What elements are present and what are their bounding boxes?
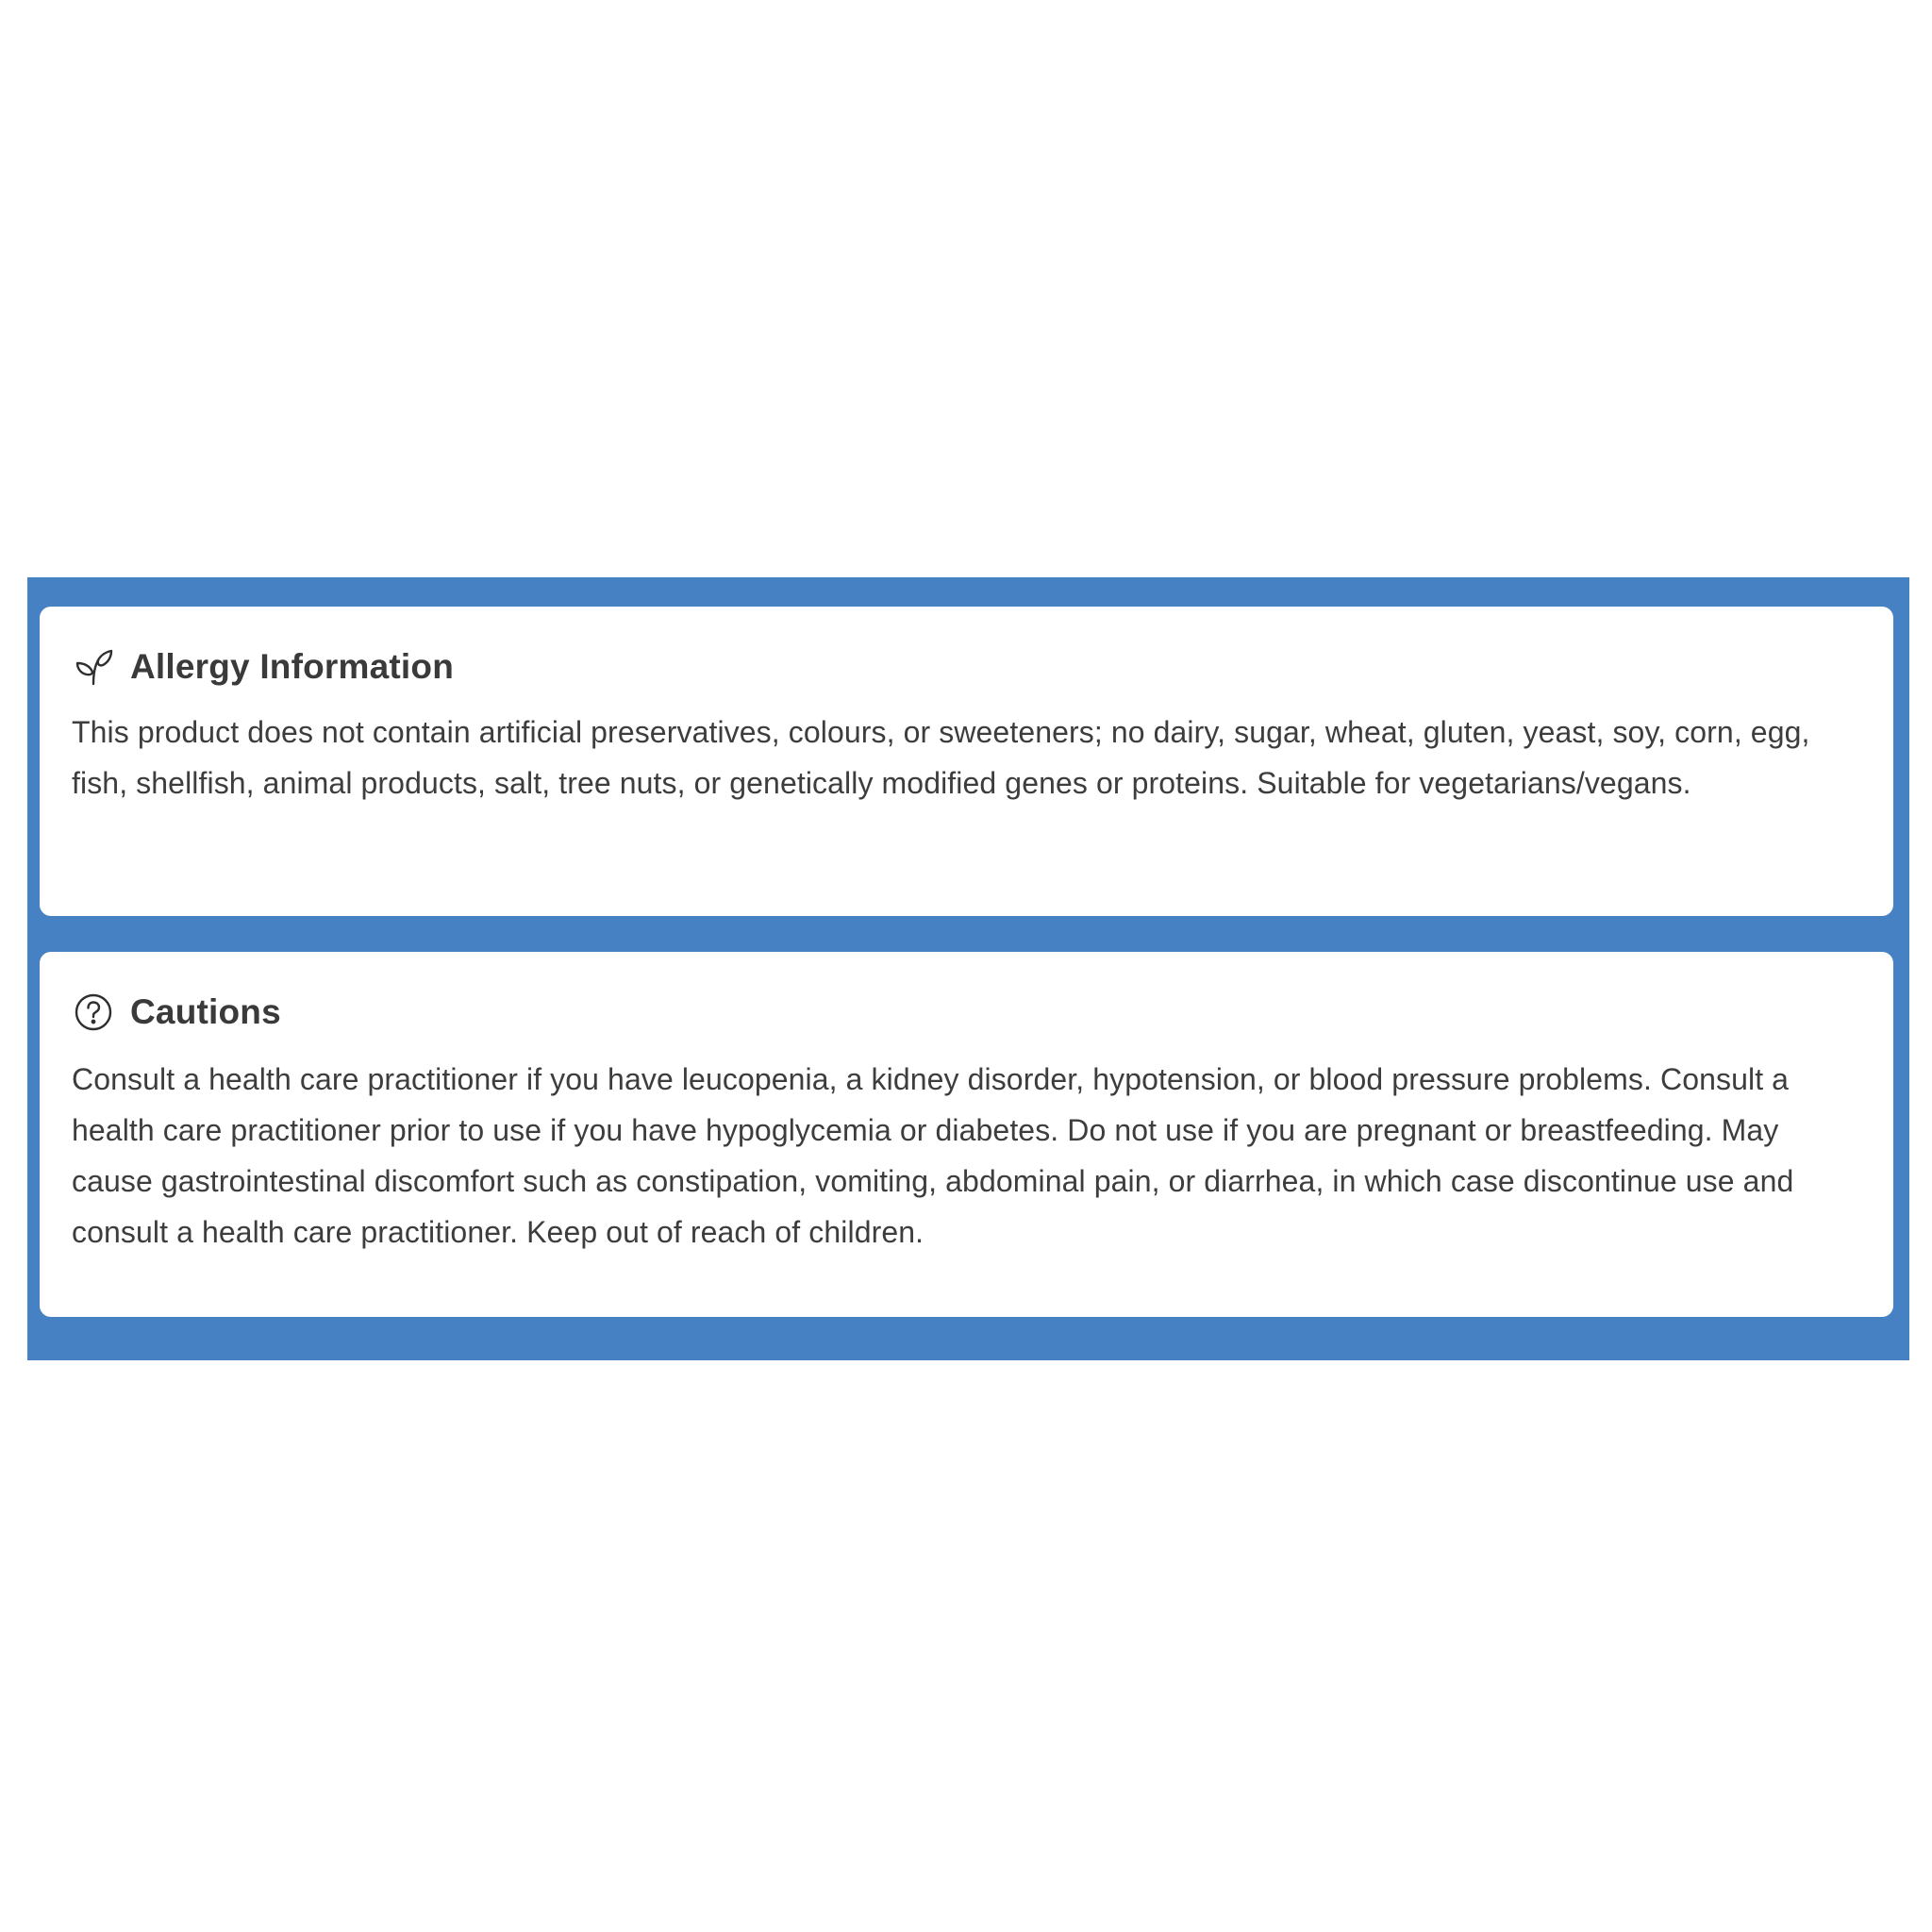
cautions-text: Consult a health care practitioner if you have leucopenia, a kidney disorder, hypotension, or blood pressure problems. Consult a health care practitioner prior to use if you have hypoglycemia or diabetes. Do not use if you are pregnant or breastfeeding. May cause gastrointestinal discomfort such as constipation, vomiting, abdominal pain, or diarrhea, in which case discontinue use and consult a health care practitioner. Keep out of reach of children. <box>72 1062 1794 1249</box>
allergy-information-card <box>40 607 1893 916</box>
allergy-title: Allergy Information <box>130 647 454 686</box>
allergy-header <box>72 644 1861 690</box>
question-circle-icon <box>72 991 115 1034</box>
info-panel <box>27 577 1909 1360</box>
cautions-title: Cautions <box>130 992 281 1031</box>
sprout-icon <box>72 645 115 689</box>
cautions-card <box>40 952 1893 1317</box>
allergy-text: This product does not contain artificial preservatives, colours, or sweeteners; no dairy, sugar, wheat, gluten, yeast, soy, corn, egg, fish, shellfish, animal products, salt, tree nuts, or genetically modified genes or proteins. Suitable for vegetarians/vegans. <box>72 715 1810 800</box>
cautions-header <box>72 990 1861 1035</box>
